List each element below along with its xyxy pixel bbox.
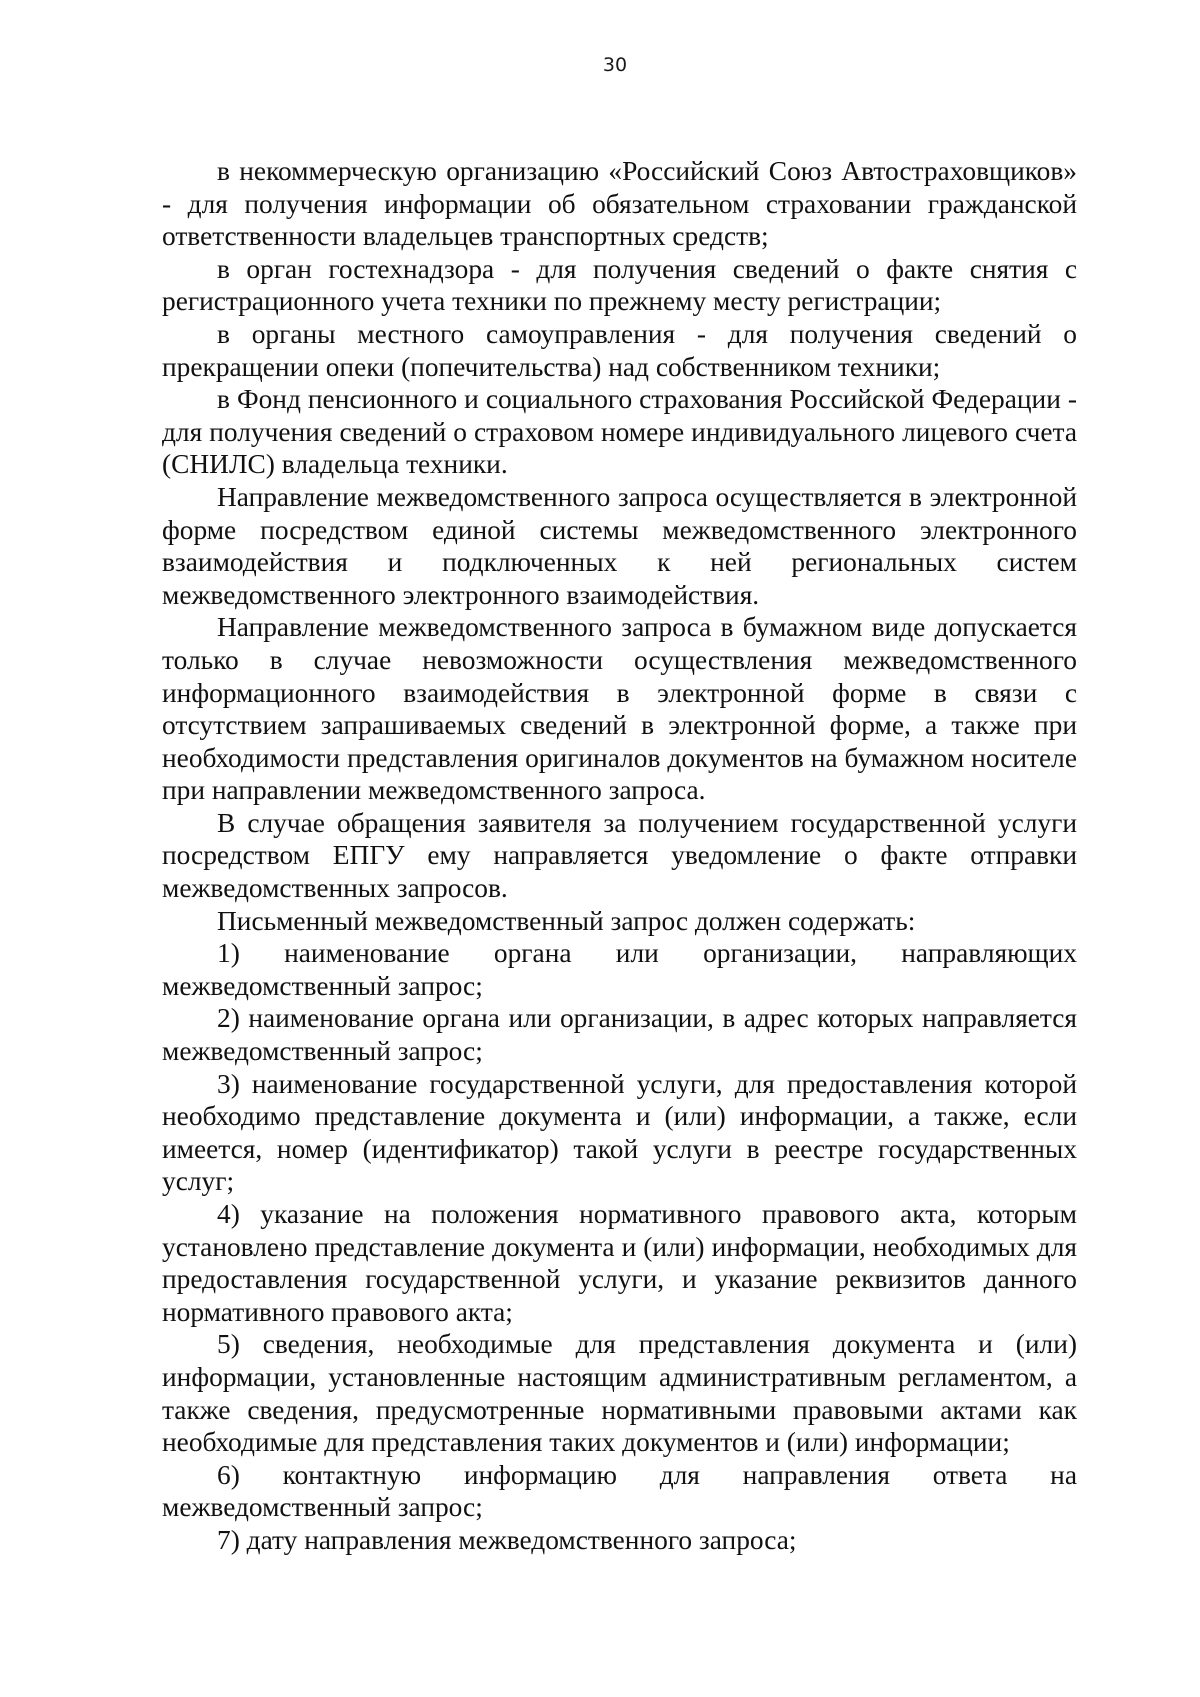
- list-item-3: 3) наименование государственной услуги, для предоставления которой необходимо представление документа и (или) информации, а также, если имеется, номер (идентификатор) такой услуги в реестре государственных услуг;: [162, 1068, 1077, 1197]
- list-item-1: 1) наименование органа или организации, направляющих межведомственный запрос;: [162, 938, 1077, 1001]
- paragraph-local-government: в органы местного самоуправления - для получения сведений о прекращении опеки (попечительства) над собственником техники;: [162, 318, 1077, 382]
- paragraph-paper-request: Направление межведомственного запроса в бумажном виде допускается только в случае невозможности осуществления межведомственного информационного взаимодействия в электронной форме в связи с отсутствием запрашиваемых сведений в электронной форме, а также при необходимости представления оригиналов документов на бумажном носителе при направлении межведомственного запроса.: [162, 612, 1077, 806]
- document-body: [162, 155, 1077, 1557]
- paragraph-epgu-notification: В случае обращения заявителя за получением государственной услуги посредством ЕПГУ ему направляется уведомление о факте отправки межведомственных запросов.: [162, 807, 1077, 904]
- paragraph-request-contents-intro: Письменный межведомственный запрос должен содержать:: [217, 905, 916, 936]
- paragraph-rsa: в некоммерческую организацию «Российский Союз Автостраховщиков» - для получения информации об обязательном страховании гражданской ответственности владельцев транспортных средств;: [162, 156, 1077, 252]
- list-item-7: 7) дату направления межведомственного запроса;: [217, 1524, 797, 1555]
- list-item-4: 4) указание на положения нормативного правового акта, которым установлено представление документа и (или) информации, необходимых для предоставления государственной услуги, и указание реквизитов данного нормативного правового акта;: [162, 1199, 1077, 1327]
- paragraph-electronic-request: Направление межведомственного запроса осуществляется в электронной форме посредством единой системы межведомственного электронного взаимодействия и подключенных к ней региональных систем межведомственного электронного взаимодействия.: [162, 481, 1077, 610]
- list-item-6: 6) контактную информацию для направления ответа на межведомственный запрос;: [162, 1459, 1077, 1523]
- page-number: 30: [602, 54, 628, 76]
- paragraph-gostekhnadzor: в орган гостехнадзора - для получения сведений о факте снятия с регистрационного учета техники по прежнему месту регистрации;: [162, 253, 1077, 317]
- list-item-5: 5) сведения, необходимые для представления документа и (или) информации, установленные настоящим административным регламентом, а также сведения, предусмотренные нормативными правовыми актами как необходимые для представления таких документов и (или) информации;: [162, 1329, 1077, 1458]
- paragraph-pension-fund: в Фонд пенсионного и социального страхования Российской Федерации - для получения сведений о страховом номере индивидуального лицевого счета (СНИЛС) владельца техники.: [162, 384, 1077, 480]
- list-item-2: 2) наименование органа или организации, в адрес которых направляется межведомственный запрос;: [162, 1003, 1077, 1067]
